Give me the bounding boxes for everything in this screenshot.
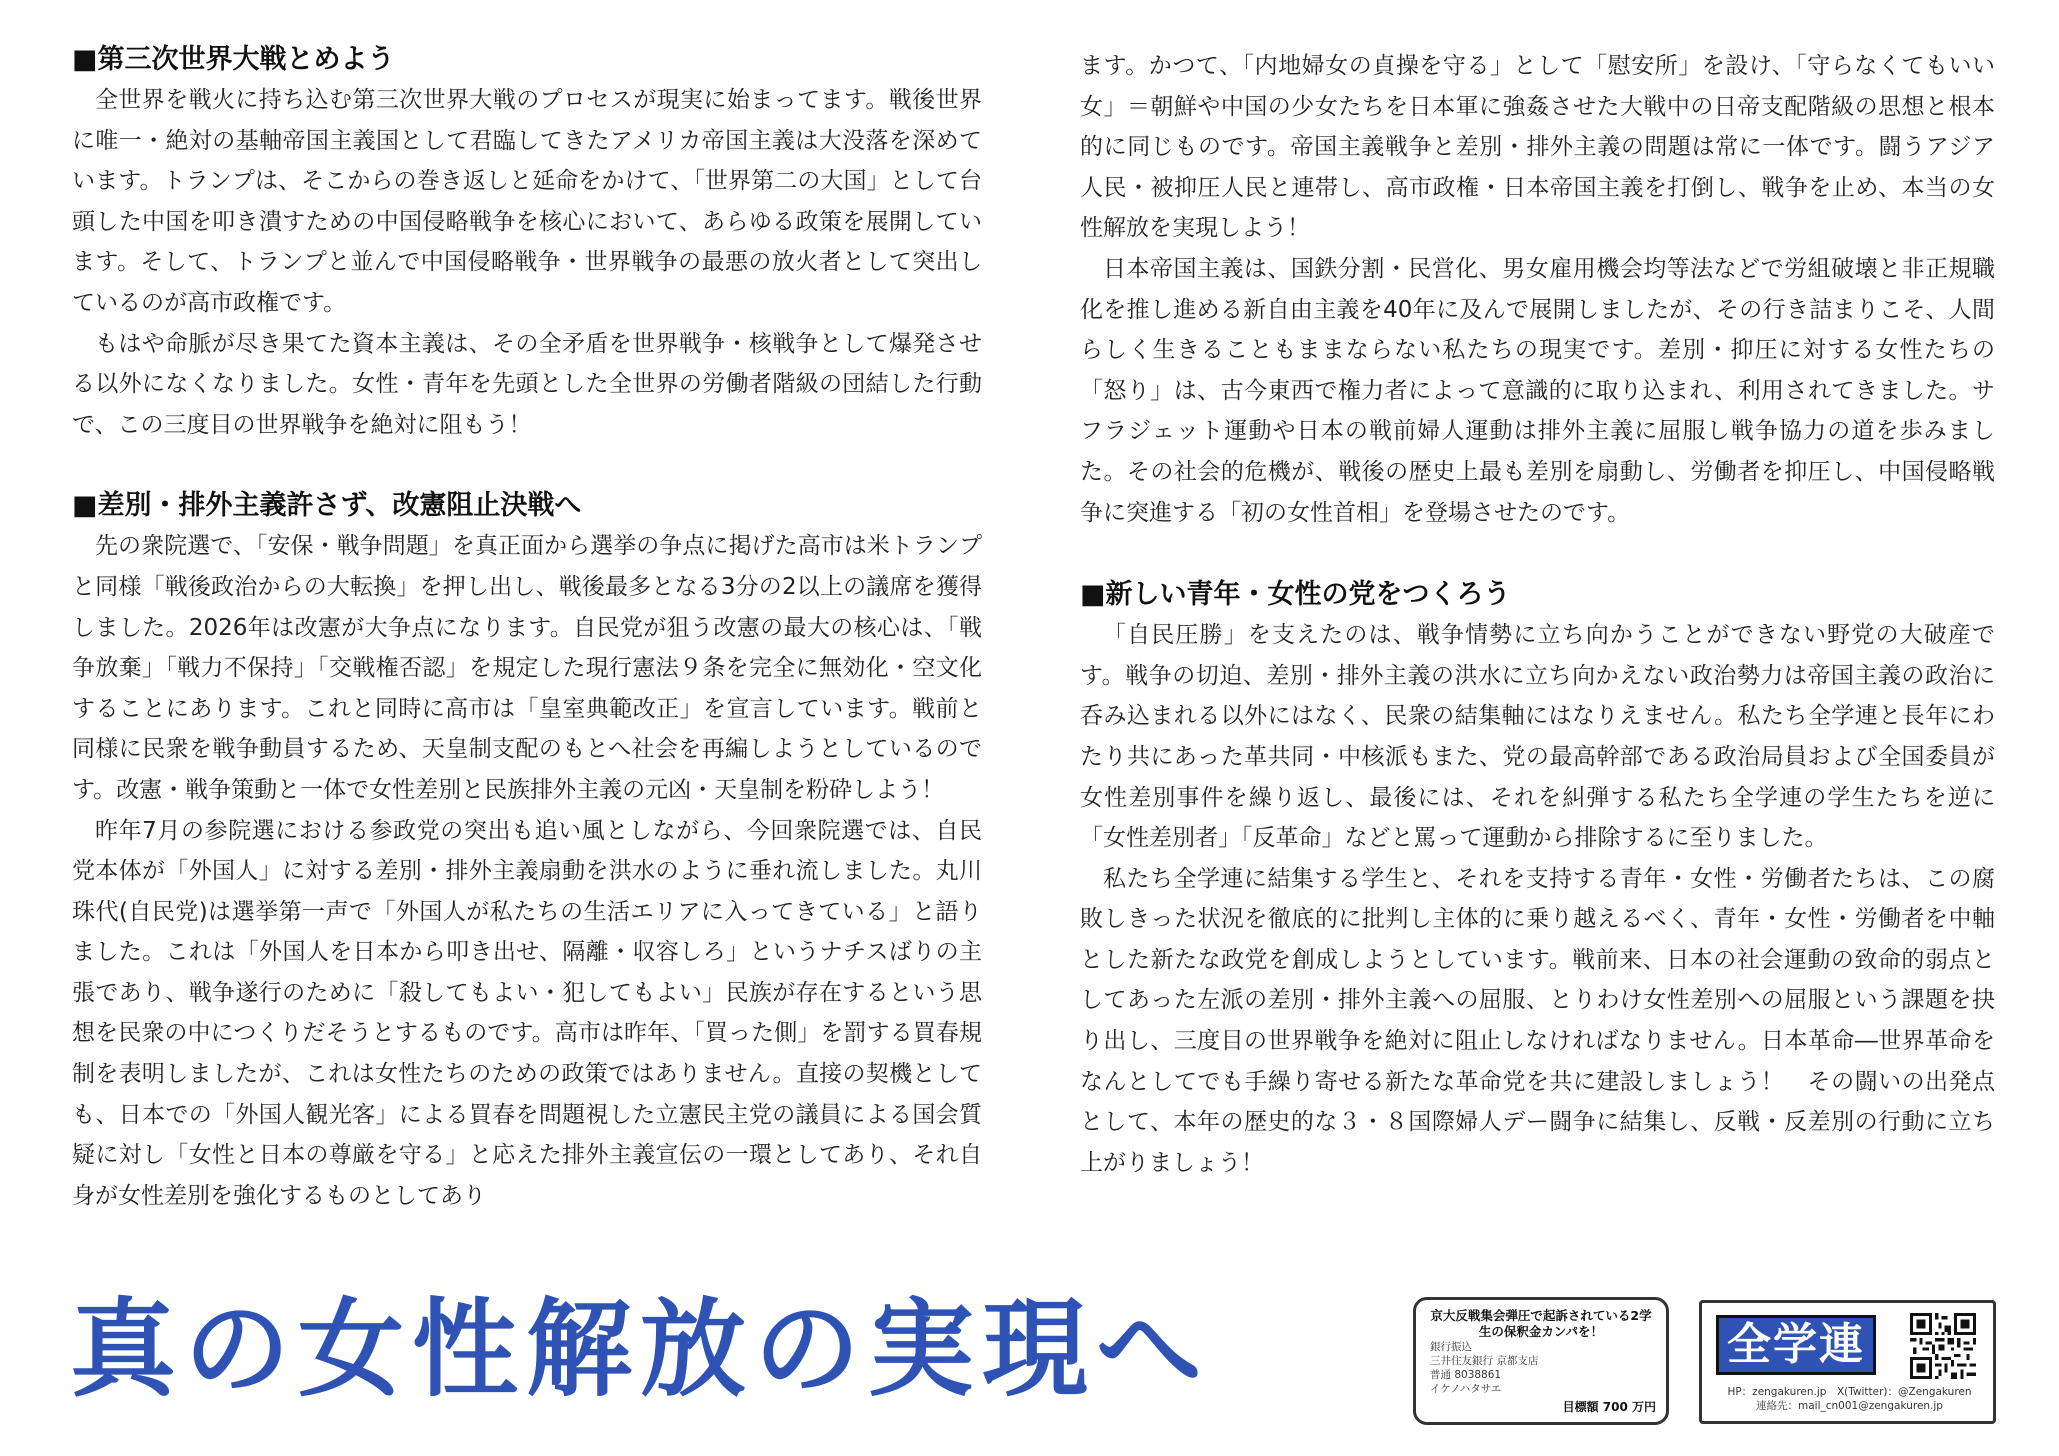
section-gap — [72, 445, 982, 486]
section-gap — [1080, 533, 1995, 575]
donation-title: 京大反戦集会弾圧で起訴されている2学生の保釈金カンパを！ — [1430, 1308, 1652, 1339]
zengakuren-info — [1712, 1385, 1987, 1413]
donation-box — [1413, 1297, 1669, 1425]
zengakuren-hp[interactable]: HP：zengakuren.jp X(Twitter)：@Zengakuren — [1727, 1386, 1972, 1398]
paragraph: 先の衆院選で、「安保・戦争問題」を真正面から選挙の争点に掲げた高市は米トランプと同様「戦後政治からの大転換」を押し出し、戦後最多となる3分の2以上の議席を獲得しました。2026年は改憲が大争点になります。自民党が狙う改憲の最大の核心は、「戦争放棄」「戦力不保持」「交戦権否認」を規定した現行憲法９条を完全に無効化・空文化することにあります。これと同時に高市は「皇室典範改正」を宣言しています。戦前と同様に民衆を戦争動員するため、天皇制支配のもとへ社会を再編しようとしているのです。改憲・戦争策動と一体で女性差別と民族排外主義の元凶・天皇制を粉砕しよう！ — [72, 533, 982, 803]
donation-line: 三井住友銀行 京都支店 — [1430, 1355, 1539, 1367]
donation-line: イケノハタサエ — [1430, 1383, 1502, 1395]
paragraph: 昨年7月の参院選における参政党の突出も追い風としながら、今回衆院選では、自民党本体が「外国人」に対する差別・排外主義扇動を洪水のように垂れ流しました。丸川珠代(自民党)は選挙第一声で「外国人が私たちの生活エリアに入ってきている」と語りました。これは「外国人を日本から叩き出せ、隔離・収容しろ」というナチスばりの主張であり、戦争遂行のために「殺してもよい・犯してもよい」民族が存在するという思想を民衆の中につくりだそうとするものです。高市は昨年、「買った側」を罰する買春規制を表明しましたが、これは女性たちのための政策ではありません。直接の契機としても、日本での「外国人観光客」による買春を問題視した立憲民主党の議員による国会質疑に対し「女性と日本の尊厳を守る」と応えた排外主義宣伝の一環としてあり、それ自身が女性差別を強化するものとしてあり — [72, 817, 982, 1209]
paragraph: 日本帝国主義は、国鉄分割・民営化、男女雇用機会均等法などで労組破壊と非正規職化を推し進める新自由主義を40年に及んで展開しましたが、その行き詰まりこそ、人間らしく生きることもままならない私たちの現実です。差別・抑圧に対する女性たちの「怒り」は、古今東西で権力者によって意識的に取り込まれ、利用されてきました。サフラジェット運動や日本の戦前婦人運動は排外主義に屈服し戦争協力の道を歩みました。その社会的危機が、戦後の歴史上最も差別を扇動し、労働者を抑圧し、中国侵略戦争に突進する「初の女性首相」を登場させたのです。 — [1080, 255, 1995, 526]
zengakuren-box — [1699, 1300, 1996, 1424]
section-title-anti-discrimination: ■差別・排外主義許さず、改憲阻止決戦へ — [72, 490, 582, 522]
zengakuren-logo: 全学連 — [1716, 1315, 1876, 1375]
zengakuren-contact[interactable]: 連絡先：mail_cn001@zengakuren.jp — [1756, 1400, 1943, 1412]
section-title-new-party: ■新しい青年・女性の党をつくろう — [1080, 579, 1511, 611]
main-headline: 真の女性解放の実現へ — [70, 1288, 1210, 1411]
paragraph: 全世界を戦火に持ち込む第三次世界大戦のプロセスが現実に始まってます。戦後世界に唯一・絶対の基軸帝国主義国として君臨してきたアメリカ帝国主義は大没落を深めています。トランプは、そこからの巻き返しと延命をかけて、「世界第二の大国」として台頭した中国を叩き潰すための中国侵略戦争を核心において、あらゆる政策を展開しています。そして、トランプと並んで中国侵略戦争・世界戦争の最悪の放火者として突出しているのが高市政権です。 — [72, 87, 982, 316]
section-title-world-war: ■第三次世界大戦とめよう — [72, 44, 395, 75]
paragraph: 私たち全学連に結集する学生と、それを支持する青年・女性・労働者たちは、この腐敗しきった状況を徹底的に批判し主体的に乗り越えるべく、青年・女性・労働者を中軸とした新たな政党を創成しようとしています。戦前来、日本の社会運動の致命的弱点としてあった左派の差別・排外主義への屈服、とりわけ女性差別への屈服という課題を抉り出し、三度目の世界戦争を絶対に阻止しなければなりません。日本革命―世界革命をなんとしてでも手繰り寄せる新たな革命党を共に建設しましょう！ その闘いの出発点として、本年の歴史的な３・８国際婦人デー闘争に結集し、反戦・反差別の行動に立ち上がりましょう！ — [1080, 865, 1996, 1176]
left-column — [72, 40, 982, 1216]
qr-code-icon[interactable] — [1910, 1313, 1976, 1379]
right-column — [1080, 46, 1995, 1183]
donation-target: 目標額 700 万円 — [1562, 1400, 1656, 1414]
donation-line: 普通 8038861 — [1430, 1369, 1502, 1381]
paragraph: 「自民圧勝」を支えたのは、戦争情勢に立ち向かうことができない野党の大破産です。戦争の切迫、差別・排外主義の洪水に立ち向かえない政治勢力は帝国主義の政治に呑み込まれる以外にはなく、民衆の結集軸にはなりえません。私たち全学連と長年にわたり共にあった革共同・中核派もまた、党の最高幹部である政治局員および全国委員が女性差別事件を繰り返し、最後には、それを糾弾する私たち全学連の学生たちを逆に「女性差別者」「反革命」などと罵って運動から排除するに至りました。 — [1080, 622, 1995, 852]
paragraph-continuation: ます。かつて、「内地婦女の貞操を守る」として「慰安所」を設け、「守らなくてもいい女」＝朝鮮や中国の少女たちを日本軍に強姦させた大戦中の日帝支配階級の思想と根本的に同じものです。帝国主義戦争と差別・排外主義の問題は常に一体です。闘うアジア人民・被抑圧人民と連帯し、高市政権・日本帝国主義を打倒し、戦争を止め、本当の女性解放を実現しよう！ — [1080, 53, 1995, 242]
donation-line: 銀行振込 — [1430, 1341, 1472, 1353]
paragraph: もはや命脈が尽き果てた資本主義は、その全矛盾を世界戦争・核戦争として爆発させる以外になくなりました。女性・青年を先頭とした全世界の労働者階級の団結した行動で、この三度目の世界戦争を絶対に阻もう！ — [72, 330, 983, 438]
